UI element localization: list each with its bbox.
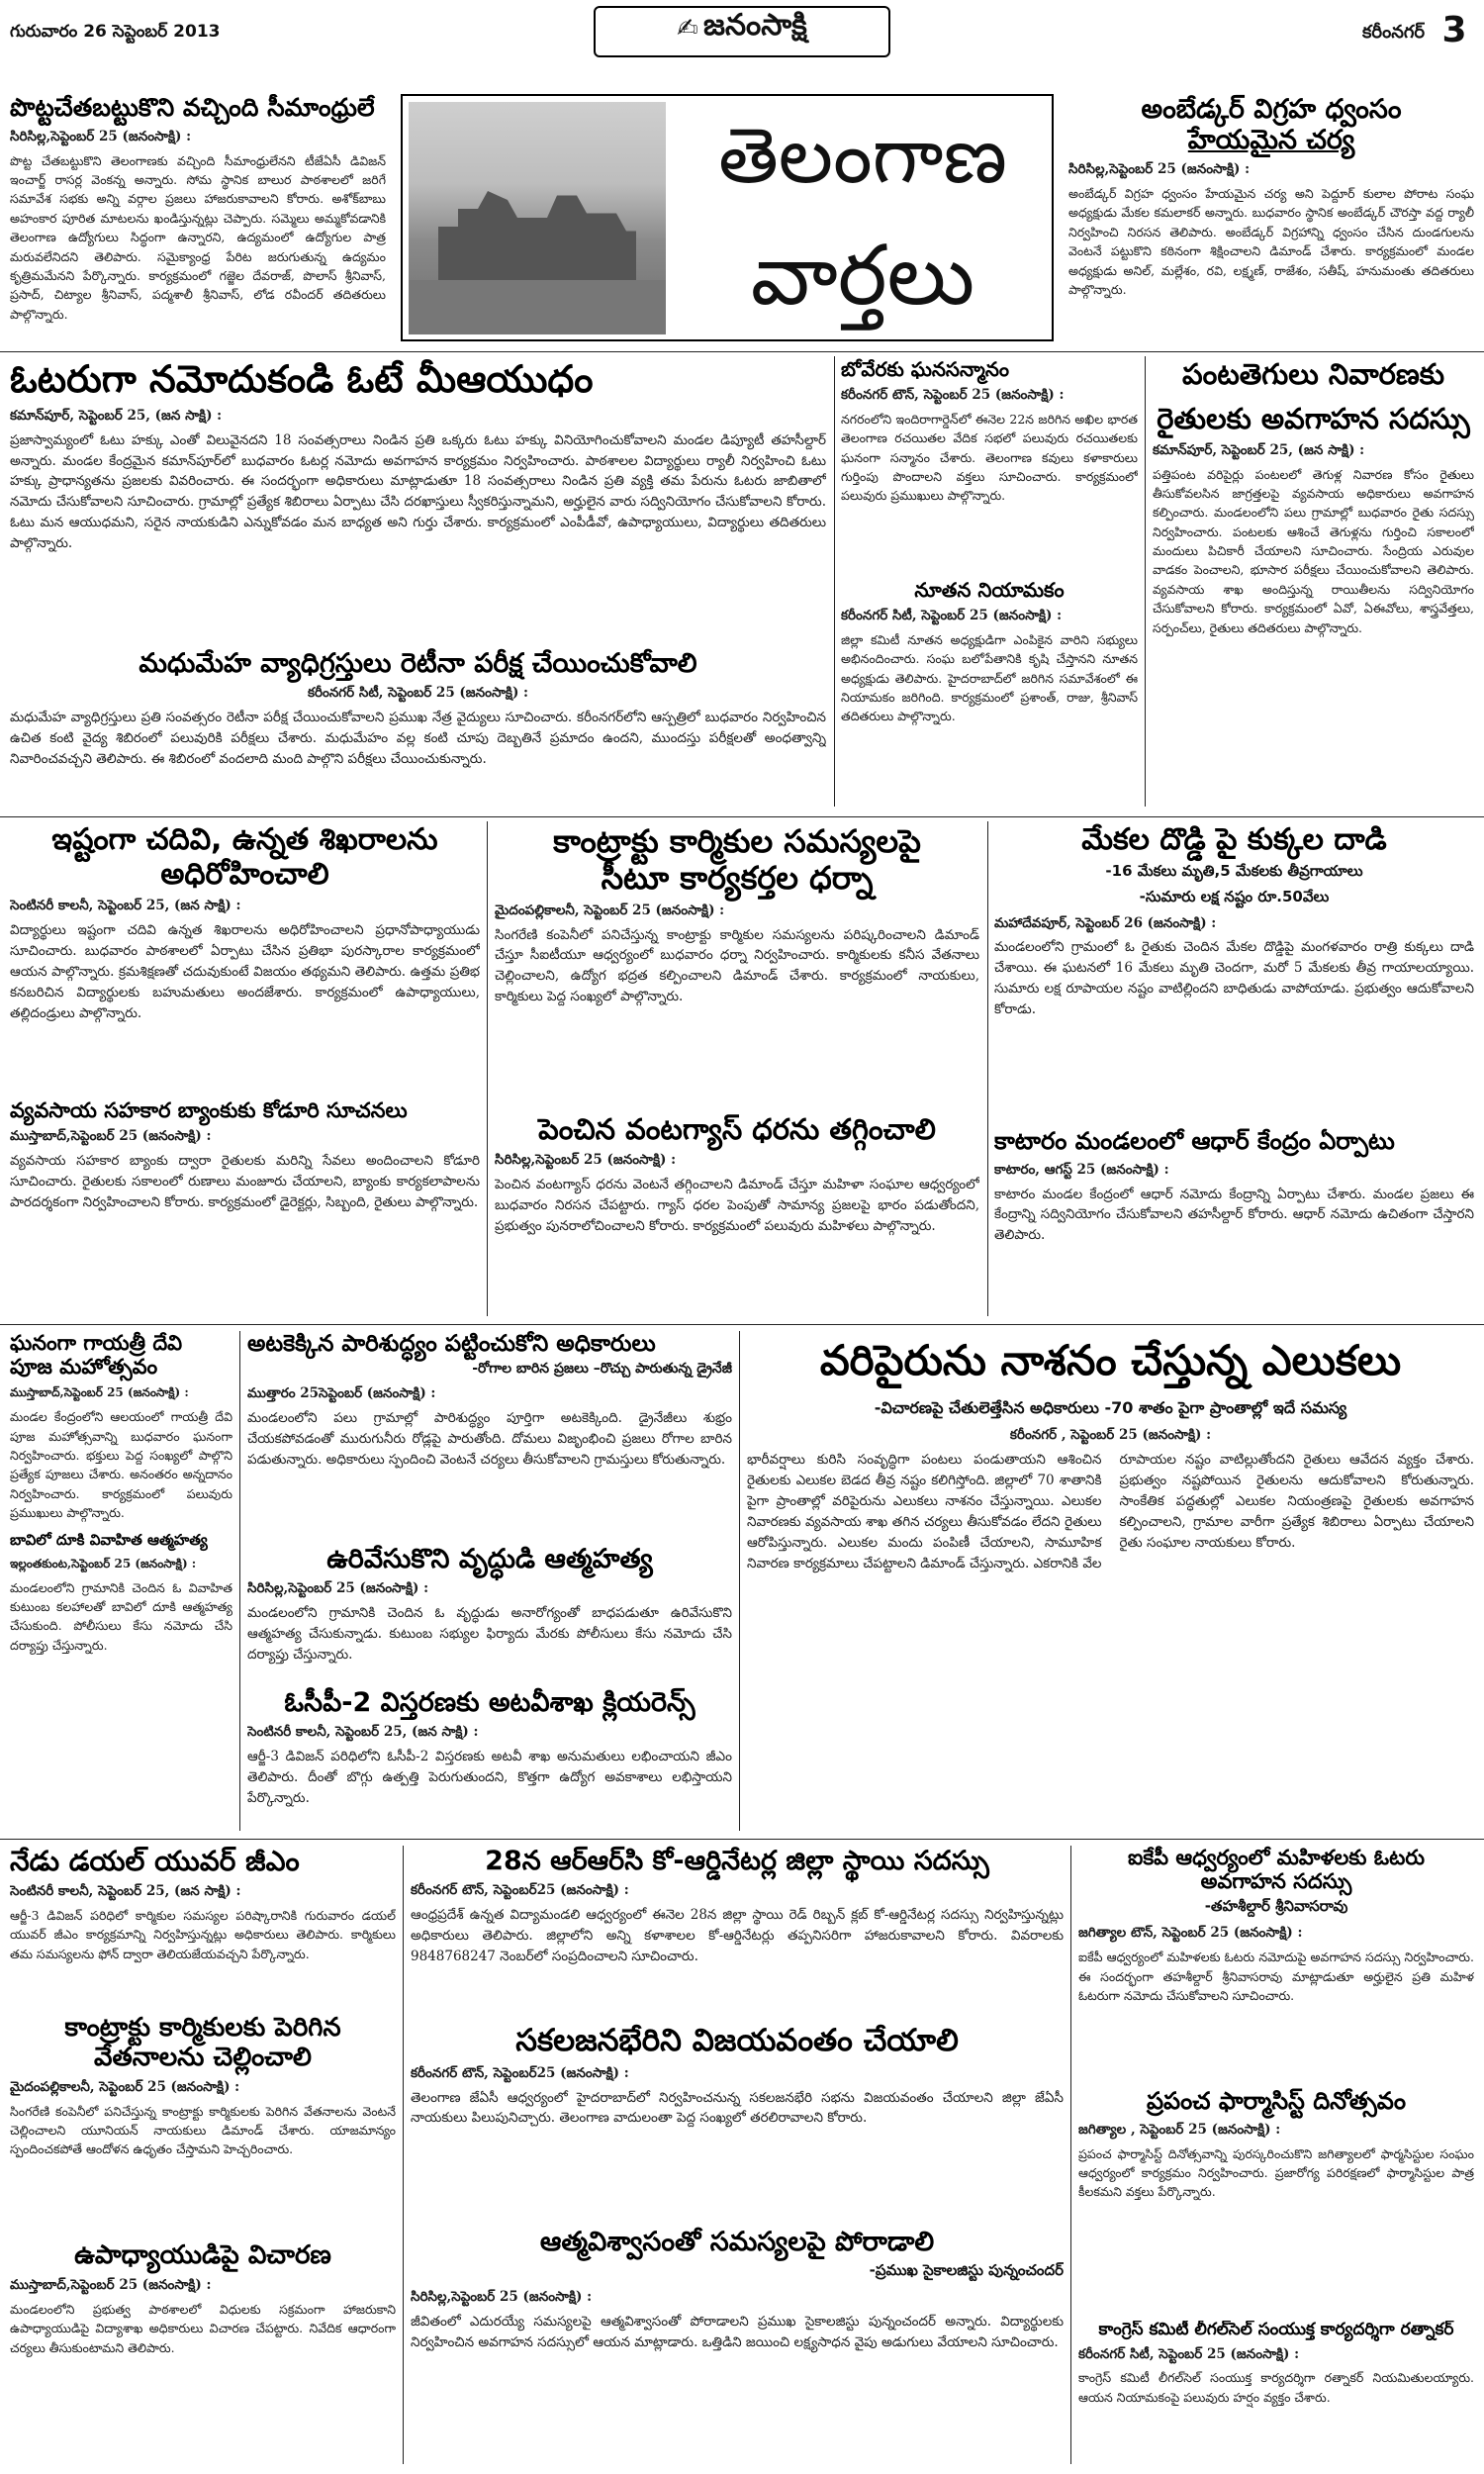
article-body: పొట్ట చేతబట్టుకొని తెలంగాణకు వచ్చింది సీమాంధ్రులేనని టీజేఏసీ డివిజన్ ఇంచార్జ్ రాసర్ల వెంకన్న అన్నారు. సోమ స్థానిక బాలుర పాఠశాలలో జరిగే సమావేశ సభకు అన్ని వర్గాల ప్రజలు హాజరుకావాలని కోరారు. అశోక్‌బాబు అహంకార పూరిత మాటలను ఖండిస్తున్నట్లు చెప్పారు. సమ్మెలు అమ్మకోవడానికి తెలంగాణ ఉద్యోగులు సిద్ధంగా ఉన్నారని, ఉద్యమంలో ఉద్యోగుల పాత్ర మరువలేనిదని తెలిపారు. సమైక్యాంధ్ర పేరిట జరుగుతున్న ఉద్యమం కృత్రిమమేనని పేర్కొన్నారు. కార్యక్రమంలో గజ్జెల దేవరాజ్, పొలాస్ శ్రీనివాస్, ప్రసాద్, చిట్యాల శ్రీనివాస్, పద్మశాలీ శ్రీనివాస్, లోడ రవీందర్ తదితరులు పాల్గొన్నారు.	[10, 152, 386, 322]
article-body: మండలంలోని గ్రామంలో ఓ రైతుకు చెందిన మేకల దొడ్డిపై మంగళవారం రాత్రి కుక్కలు దాడి చేశాయి. ఈ ఘటనలో 16 మేకలు మృతి చెందగా, మరో 5 మేకలకు తీవ్ర గాయాలయ్యాయి. సుమారు లక్ష రూపాయల నష్టం వాటిల్లిందని బాధితుడు వాపోయాడు. ప్రభుత్వం ఆదుకోవాలని కోరాడు.	[994, 939, 1474, 1018]
article-subtitle-2: -సుమారు లక్ష నష్టం రూ.50వేలు	[1139, 887, 1330, 905]
article-coop-bank	[10, 1098, 480, 1316]
article-body: కాంగ్రెస్ కమిటీ లీగల్‌సెల్ సంయుక్త కార్యదర్శిగా రత్నాకర్ నియమితులయ్యారు. ఆయన నియామకంపై పలువురు హర్షం వ్యక్తం చేశారు.	[1078, 2370, 1474, 2405]
dateline: జగిత్యాల టౌన్, సెప్టెంబర్ 25 (జనంసాక్షి) :	[1078, 1925, 1303, 1942]
article-title: నూతన నియామకం	[914, 579, 1065, 602]
article-body: ఆర్జీ-3 డివిజన్ పరిధిలో కార్మికుల సమస్యల పరిష్కారానికి గురువారం డయల్ యువర్ జీఎం కార్యక్రమాన్ని నిర్వహిస్తున్నట్లు అధికారులు తెలిపారు. కార్మికులు తమ సమస్యలను ఫోన్ ద్వారా తెలియజేయవచ్చని పేర్కొన్నారు.	[10, 1908, 396, 1961]
article-crop-disease	[1153, 358, 1474, 809]
masthead	[0, 0, 1484, 59]
article-title: ఓటరుగా నమోదుకండి ఓటే మీఆయుధం	[10, 358, 594, 401]
article-title-line2: అవగాహన సదస్సు	[1200, 1869, 1352, 1894]
article-title: మేకల దొడ్డి పై కుక్కల దాడి	[1081, 823, 1387, 857]
article-title-line2: పూజ మహోత్సవం	[10, 1355, 158, 1380]
article-title: పొట్టచేతబట్టుకొని వచ్చింది సీమాంధ్రులే	[10, 94, 375, 122]
article-title: ప్రపంచ ఫార్మాసిస్ట్ దినోత్సవం	[1146, 2088, 1407, 2115]
fort-ground-shape	[409, 280, 666, 334]
article-body: మండలంలోని పలు గ్రామాల్లో పారిశుద్ధ్యం పూర్తిగా అటకెక్కింది. డ్రైనేజీలు శుభ్రం చేయకపోవడంతో మురుగునీరు రోడ్లపై పారుతోంది. దోమలు విజృంభించి ప్రజలు రోగాల బారిన పడుతున్నారు. అధికారులు స్పందించి వెంటనే చర్యలు తీసుకోవాలని గ్రామస్తులు కోరుతున్నారు.	[247, 1410, 732, 1469]
masthead-paper-name: ✍ జనంసాక్షి	[594, 6, 890, 57]
article-pharmacist-day	[1078, 2088, 1474, 2316]
article-title: సకలజనభేరిని విజయవంతం చేయాలి	[515, 2024, 959, 2058]
masthead-edition: కరీంనగర్	[1362, 22, 1425, 43]
article-body: సింగరేణి కంపెనీలో పనిచేస్తున్న కాంట్రాక్టు కార్మికుల సమస్యలను పరిష్కరించాలని డిమాండ్ చేస్తూ సీఐటీయూ ఆధ్వర్యంలో బుధవారం ధర్నా నిర్వహించారు. కార్మికులకు కనీస వేతనాలు చెల్లించాలని, ఉద్యోగ భద్రత కల్పించాలని డిమాండ్ చేశారు. కార్యక్రమంలో నాయకులు, కార్మికులు పెద్ద సంఖ్యలో పాల్గొన్నారు.	[495, 926, 979, 1005]
dateline: సెంటినరీ కాలనీ, సెప్టెంబర్ 25, (జన సాక్షి) :	[10, 898, 241, 913]
article-title: అంబేడ్కర్ విగ్రహ ధ్వంసం	[1141, 94, 1402, 125]
article-ambedkar-statue	[1068, 94, 1474, 341]
article-sakala-jana-bheri	[411, 2024, 1064, 2222]
article-sanitation	[247, 1331, 732, 1539]
article-body: మధుమేహ వ్యాధిగ్రస్తులు ప్రతి సంవత్సరం రెటీనా పరీక్ష చేయించుకోవాలని ప్రముఖ నేత్ర వైద్యులు సూచించారు. కరీంనగర్‌లోని ఆస్పత్రిలో బుధవారం నిర్వహించిన ఉచిత కంటి వైద్య శిబిరంలో పలువురికి పరీక్షలు చేశారు. మధుమేహం వల్ల కంటి చూపు దెబ్బతినే ప్రమాదం ఉందని, ముందస్తు పరీక్షలతో అంధత్వాన్ని నివారించవచ్చని తెలిపారు. ఈ శిబిరంలో వందలాది మంది పాల్గొని పరీక్షలు చేయించుకున్నారు.	[10, 709, 826, 767]
divider	[0, 351, 1484, 352]
article-title: కాంట్రాక్టు కార్మికులకు పెరిగిన	[64, 2014, 341, 2043]
article-body: వ్యవసాయ సహకార బ్యాంకు ద్వారా రైతులకు మరిన్ని సేవలు అందించాలని కోడూరి సూచించారు. రైతులకు సకాలంలో రుణాలు మంజూరు చేయాలని, బ్యాంకు కార్యకలాపాలను పారదర్శకంగా నిర్వహించాలని కోరారు. కార్యక్రమంలో డైరెక్టర్లు, సిబ్బంది, రైతులు పాల్గొన్నారు.	[10, 1153, 480, 1210]
dateline: సెంటినరీ కాలనీ, సెప్టెంబర్ 25, (జన సాక్షి) :	[10, 1883, 241, 1900]
dateline: సెంటినరీ కాలనీ, సెప్టెంబర్ 25, (జన సాక్షి) :	[247, 1724, 479, 1741]
divider	[403, 1846, 404, 2464]
article-voter-registration	[10, 358, 826, 645]
article-body: భారీవర్షాలు కురిసి సంవృద్ధిగా పంటలు పండుతాయని ఆశించిన రైతులకు ఎలుకల బెడద తీవ్ర నష్టం కలిగిస్తోంది. జిల్లాలో 70 శాతానికి పైగా ప్రాంతాల్లో వరిపైరును ఎలుకలు నాశనం చేస్తున్నాయి. ఎలుకల నివారణకు వ్యవసాయ శాఖ తగిన చర్యలు తీసుకోవడం లేదని రైతులు ఆరోపిస్తున్నారు. ఎలుకల మందు పంపిణీ చేయాలని, సామూహిక నివారణ కార్యక్రమాలు చేపట్టాలని డిమాండ్ చేస్తున్నారు. ఎకరానికి వేల రూపాయల నష్టం వాటిల్లుతోందని రైతులు ఆవేదన వ్యక్తం చేశారు. ప్రభుత్వం నష్టపోయిన రైతులను ఆదుకోవాలని కోరుతున్నారు. సాంకేతిక పద్ధతుల్లో ఎలుకల నియంత్రణపై రైతులకు అవగాహన కల్పించాలని, గ్రామాల వారీగా ప్రత్యేక శిబిరాలు ఏర్పాటు చేయాలని రైతు సంఘాల నాయకులు కోరారు.	[747, 1452, 1474, 1571]
article-body: విద్యార్థులు ఇష్టంగా చదివి ఉన్నత శిఖరాలను అధిరోహించాలని ప్రధానోపాధ్యాయుడు సూచించారు. బుధవారం పాఠశాలలో ఏర్పాటు చేసిన ప్రతిభా పురస్కారాల కార్యక్రమంలో ఆయన పాల్గొన్నారు. క్రమశిక్షణతో చదువుకుంటే విజయం తథ్యమని తెలిపారు. ఉత్తమ ప్రతిభ కనబరిచిన విద్యార్థులకు బహుమతులు అందజేశారు. కార్యక్రమంలో ఉపాధ్యాయులు, తల్లిదండ్రులు పాల్గొన్నారు.	[10, 921, 480, 1021]
dateline: ఇల్లంతకుంట,సెప్టెంబర్ 25 (జనంసాక్షి) :	[10, 1556, 197, 1570]
article-teacher-inquiry	[10, 2241, 396, 2464]
dateline: ముస్తాబాద్,సెప్టెంబర్ 25 (జనంసాక్షి) :	[10, 1128, 212, 1145]
dateline: సిరిసిల్ల,సెప్టెంబర్ 25 (జనంసాక్షి) :	[411, 2289, 593, 2306]
divider	[0, 816, 1484, 817]
article-body: ప్రపంచ ఫార్మాసిస్ట్ దినోత్సవాన్ని పురస్కరించుకొని జగిత్యాలలో ఫార్మసిస్టుల సంఘం ఆధ్వర్యంలో కార్యక్రమం నిర్వహించారు. ప్రజారోగ్య పరిరక్షణలో ఫార్మాసిస్టుల పాత్ర కీలకమని వక్తలు పేర్కొన్నారు.	[1078, 2145, 1474, 2200]
article-ikp-voter-women	[1078, 1846, 1474, 2083]
article-self-confidence	[411, 2227, 1064, 2464]
article-title: ఆత్మవిశ్వాసంతో సమస్యలపై పోరాడాలి	[539, 2227, 935, 2257]
article-title: కాంగ్రెస్ కమిటీ లీగల్‌సెల్ సంయుక్త కార్యదర్శిగా రత్నాకర్	[1098, 2321, 1454, 2339]
article-body: ఆర్జీ-3 డివిజన్ పరిధిలోని ఓసీపీ-2 విస్తరణకు అటవీ శాఖ అనుమతులు లభించాయని జీఎం తెలిపారు. దీంతో బొగ్గు ఉత్పత్తి పెరుగుతుందని, కొత్తగా ఉద్యోగ అవకాశాలు లభిస్తాయని పేర్కొన్నారు.	[247, 1748, 732, 1806]
divider	[0, 1839, 1484, 1840]
dateline: సిరిసిల్ల,సెప్టెంబర్ 25 (జనంసాక్షి) :	[10, 128, 192, 144]
article-rrc-seminar	[411, 1846, 1064, 2019]
dateline: కరీంనగర్ టౌన్, సెప్టెంబర్25 (జనంసాక్షి) :	[411, 1882, 629, 1899]
dateline: కరీంనగర్ సిటీ, సెప్టెంబర్ 25 (జనంసాక్షి) :	[841, 608, 1063, 623]
article-title: పంటతెగులు నివారణకు	[1182, 358, 1444, 391]
article-gayatri-puja	[10, 1331, 232, 1752]
dateline: మైదంపల్లికాలనీ, సెప్టెంబర్ 25 (జనంసాక్షి) :	[10, 2078, 240, 2095]
article-title: మధుమేహ వ్యాధిగ్రస్తులు రెటీనా పరీక్ష చేయించుకోవాలి	[139, 648, 697, 679]
article-body: ఐకేపీ ఆధ్వర్యంలో మహిళలకు ఓటరు నమోదుపై అవగాహన సదస్సు నిర్వహించారు. ఈ సందర్భంగా తహశీల్దార్ శ్రీనివాసరావు మాట్లాడుతూ అర్హులైన ప్రతి మహిళ ఓటరుగా నమోదు చేసుకోవాలని సూచించారు.	[1078, 1950, 1474, 2003]
article-body-suicide-well: మండలంలోని గ్రామానికి చెందిన ఓ వివాహిత కుటుంబ కలహాలతో బావిలో దూకి ఆత్మహత్య చేసుకుంది. పోలీసులు కేసు నమోదు చేసి దర్యాప్తు చేస్తున్నారు.	[10, 1579, 232, 1653]
divider	[239, 1331, 240, 1831]
article-body: పత్తిపంట వరిపైర్లు పంటలలో తెగుళ్ల నివారణ కోసం రైతులు తీసుకోవలసిన జాగ్రత్తలపై వ్యవసాయ అధికారులు అవగాహన కల్పించారు. మండలంలోని పలు గ్రామాల్లో బుధవారం రైతు సదస్సు నిర్వహించారు. పంటలకు ఆశించే తెగుళ్లను గుర్తించి సకాలంలో మందులు పిచికారీ చేయాలని సూచించారు. సేంద్రియ ఎరువుల వాడకం పెంచాలని, భూసార పరీక్షలు చేయించుకోవాలని తెలిపారు. వ్యవసాయ శాఖ అందిస్తున్న రాయితీలను సద్వినియోగం చేసుకోవాలని కోరారు. కార్యక్రమంలో ఏవో, ఏఈవోలు, శాస్త్రవేత్తలు, సర్పంచ్‌లు, రైతులు తదితరులు పాల్గొన్నారు.	[1153, 466, 1474, 635]
article-title: అటకెక్కిన పారిశుద్ధ్యం పట్టించుకోని అధికారులు	[247, 1331, 656, 1357]
dateline: సిరిసిల్ల,సెప్టెంబర్ 25 (జనంసాక్షి) :	[495, 1152, 677, 1169]
article-title-line2: హేయమైన చర్య	[1187, 125, 1355, 156]
dateline: కరీంనగర్ సిటీ, సెప్టెంబర్ 25 (జనంసాక్షి) :	[1078, 2345, 1300, 2362]
article-legal-cell	[1078, 2321, 1474, 2464]
dateline: కాటారం, ఆగస్ట్ 25 (జనంసాక్షి) :	[994, 1161, 1169, 1178]
article-body: తెలంగాణ జేఏసీ ఆధ్వర్యంలో హైదరాబాద్‌లో నిర్వహించనున్న సకలజనభేరి సభను విజయవంతం చేయాలని జిల్లా జేఏసీ నాయకులు పిలుపునిచ్చారు. తెలంగాణ వాదులంతా పెద్ద సంఖ్యలో తరలిరావాలని కోరారు.	[411, 2089, 1064, 2127]
telangana-news-banner	[401, 94, 1054, 341]
divider	[834, 356, 835, 807]
article-title: ఉరివేసుకొని వృద్ధుడి ఆత్మహత్య	[326, 1544, 653, 1574]
article-title: బోవేరకు ఘనసన్మానం	[841, 358, 1010, 381]
dateline: మహాదేవపూర్, సెప్టెంబర్ 26 (జనంసాక్షి) :	[994, 914, 1217, 931]
article-title: ఐకేపీ ఆధ్వర్యంలో మహిళలకు ఓటరు	[1127, 1846, 1426, 1869]
article-title: కాంట్రాక్టు కార్మికుల సమస్యలపై	[553, 823, 921, 860]
page-number: 3	[1441, 10, 1467, 50]
article-title: ఇష్టంగా చదివి, ఉన్నత శిఖరాలను	[51, 823, 438, 857]
article-body: ఆంధ్రప్రదేశ్ ఉన్నత విద్యామండలి ఆధ్వర్యంలో ఈనెల 28న జిల్లా స్థాయి రెడ్ రిబ్బన్ క్లబ్ కో-ఆర్డినేటర్ల సదస్సు నిర్వహిస్తున్నట్లు అధికారులు తెలిపారు. జిల్లాలోని అన్ని కళాశాలల కో-ఆర్డినేటర్లు తప్పనిసరిగా హాజరుకావాలని కోరారు. వివరాలకు 9848768247 నెంబర్‌లో సంప్రదించాలని సూచించారు.	[411, 1906, 1064, 1964]
paper-logo-icon: ✍	[677, 14, 698, 44]
masthead-date: గురువారం 26 సెప్టెంబర్ 2013	[10, 22, 221, 42]
article-study-heights	[10, 823, 480, 1095]
dateline: మైదంపల్లికాలనీ, సెప్టెంబర్ 25 (జనంసాక్షి) :	[495, 902, 725, 918]
article-title-suicide-well: బావిలో దూకి వివాహిత ఆత్మహత్య	[10, 1531, 208, 1550]
article-seemandhra	[10, 94, 386, 341]
article-body: జీవితంలో ఎదురయ్యే సమస్యలపై ఆత్మవిశ్వాసంతో పోరాడాలని ప్రముఖ సైకాలజిస్టు పున్నంచందర్ అన్నారు. విద్యార్థులకు నిర్వహించిన అవగాహన సదస్సులో ఆయన మాట్లాడారు. ఒత్తిడిని జయించి లక్ష్యసాధన వైపు అడుగులు వేయాలని సూచించారు.	[411, 2313, 1064, 2350]
article-diabetes-retina	[10, 648, 826, 809]
article-ocp2-clearance	[247, 1687, 732, 1831]
article-title-line2: సీటూ కార్యకర్తల ధర్నా	[601, 858, 874, 897]
article-title: వరిపైరును నాశనం చేస్తున్న ఎలుకలు	[819, 1336, 1402, 1384]
dateline: కమాన్‌పూర్, సెప్టెంబర్ 25, (జన సాక్షి) :	[1153, 441, 1365, 458]
dateline: ముస్తాబాద్,సెప్టెంబర్ 25 (జనంసాక్షి) :	[10, 2276, 212, 2293]
article-contract-workers-dharna	[495, 823, 979, 1110]
article-title: నేడు డయల్ యువర్ జీఎం	[10, 1846, 300, 1877]
divider	[0, 1324, 1484, 1325]
article-title-line2: అధిరోహించాలి	[160, 856, 329, 892]
dateline: కరీంనగర్ , సెప్టెంబర్ 25 (జనంసాక్షి) :	[1009, 1427, 1212, 1444]
article-old-man-suicide	[247, 1544, 732, 1682]
article-dog-attack	[994, 823, 1474, 1125]
article-body: మండలంలోని గ్రామానికి చెందిన ఓ వృద్ధుడు అనారోగ్యంతో బాధపడుతూ ఉరివేసుకొని ఆత్మహత్య చేసుకున్నాడు. కుటుంబ సభ్యుల ఫిర్యాదు మేరకు పోలీసులు కేసు నమోదు చేసి దర్యాప్తు చేస్తున్నారు.	[247, 1604, 732, 1663]
divider	[1070, 1846, 1071, 2464]
dateline: సిరిసిల్ల,సెప్టెంబర్ 25 (జనంసాక్షి) :	[247, 1580, 429, 1597]
article-body: మండల కేంద్రంలోని ఆలయంలో గాయత్రీ దేవి పూజ మహోత్సవాన్ని బుధవారం ఘనంగా నిర్వహించారు. భక్తులు పెద్ద సంఖ్యలో పాల్గొని ప్రత్యేక పూజలు చేశారు. అనంతరం అన్నదానం నిర్వహించారు. కార్యక్రమంలో పలువురు ప్రముఖులు పాల్గొన్నారు.	[10, 1409, 232, 1521]
article-title: పెంచిన వంటగ్యాస్ ధరను తగ్గించాలి	[538, 1113, 936, 1146]
article-title: కాటారం మండలంలో ఆధార్ కేంద్రం ఏర్పాటు	[994, 1128, 1395, 1155]
article-subtitle: -రోగాల బారిన ప్రజలు –రొచ్చు పారుతున్న డ్రైనేజీ	[472, 1361, 732, 1378]
article-body: అంబేడ్కర్ విగ్రహ ధ్వంసం హేయమైన చర్య అని పెద్దూర్ కులాల పోరాట సంఘ అధ్యక్షుడు మేకల కమలాకర్ అన్నారు. బుధవారం స్థానిక అంబేడ్కర్ చౌరస్తా వద్ద ర్యాలీ నిర్వహించి నిరసన తెలిపారు. అంబేడ్కర్ విగ్రహాన్ని ధ్వంసం చేసిన దుండగులను వెంటనే పట్టుకొని కఠినంగా శిక్షించాలని డిమాండ్ చేశారు. కార్యక్రమంలో మండల అధ్యక్షుడు అనిల్, మల్లేశం, రవి, లక్ష్మణ్, రాజేశం, సతీష్, హనుమంతు తదితరులు పాల్గొన్నారు.	[1068, 186, 1474, 297]
dateline: సిరిసిల్ల,సెప్టెంబర్ 25 (జనంసాక్షి) :	[1068, 161, 1251, 178]
article-new-appointment	[841, 579, 1138, 807]
dateline: కరీంనగర్ టౌన్, సెప్టెంబర్ 25 (జనంసాక్షి) :	[841, 387, 1065, 403]
article-rats-paddy	[747, 1331, 1474, 1831]
article-felicitation	[841, 358, 1138, 576]
divider	[739, 1331, 740, 1831]
divider	[1145, 356, 1146, 807]
dateline: ముస్తాబాద్,సెప్టెంబర్ 25 (జనంసాక్షి) :	[10, 1385, 189, 1400]
divider	[987, 821, 988, 1316]
article-body: పెంచిన వంటగ్యాస్ ధరను వెంటనే తగ్గించాలని డిమాండ్ చేస్తూ మహిళా సంఘాల ఆధ్వర్యంలో బుధవారం నిరసన చేపట్టారు. గ్యాస్ ధరల పెంపుతో సామాన్య ప్రజలపై భారం పడుతోందని, ప్రభుత్వం పునరాలోచించాలని కోరారు. కార్యక్రమంలో పలువురు మహిళలు పాల్గొన్నారు.	[495, 1177, 979, 1235]
article-dial-your-gm	[10, 1846, 396, 2009]
article-subtitle: -16 మేకలు మృతి,5 మేకలకు తీవ్రగాయాలు	[1105, 861, 1363, 880]
dateline: కరీంనగర్ టౌన్, సెప్టెంబర్25 (జనంసాక్షి) :	[411, 2064, 629, 2081]
banner-title-line2: వార్తలు	[750, 227, 975, 324]
article-contract-wages	[10, 2014, 396, 2236]
article-aadhar-centre	[994, 1128, 1474, 1316]
fort-ruins-shape	[438, 191, 636, 280]
dateline: కరీంనగర్ సిటీ, సెప్టెంబర్ 25 (జనంసాక్షి) :	[307, 685, 529, 702]
article-body: మండలంలోని ప్రభుత్వ పాఠశాలలో విధులకు సక్రమంగా హాజరుకాని ఉపాధ్యాయుడిపై విద్యాశాఖ అధికారులు విచారణ చేపట్టారు. నివేదిక ఆధారంగా చర్యలు తీసుకుంటామని తెలిపారు.	[10, 2301, 396, 2355]
dateline: కమాన్‌పూర్, సెప్టెంబర్ 25, (జన సాక్షి) :	[10, 407, 223, 424]
article-subtitle: -విచారణపై చేతులెత్తేసిన అధికారులు -70 శాతం పైగా ప్రాంతాల్లో ఇదే సమస్య	[874, 1398, 1347, 1418]
article-body: సింగరేణి కంపెనీలో పనిచేస్తున్న కాంట్రాక్టు కార్మికులకు పెరిగిన వేతనాలను వెంటనే చెల్లించాలని యూనియన్ నాయకులు డిమాండ్ చేశారు. యాజమాన్యం స్పందించకపోతే ఆందోళన ఉధృతం చేస్తామని హెచ్చరించారు.	[10, 2103, 396, 2157]
dateline: జగిత్యాల , సెప్టెంబర్ 25 (జనంసాక్షి) :	[1078, 2121, 1281, 2138]
article-body: ప్రజాస్వామ్యంలో ఓటు హక్కు ఎంతో విలువైనదని 18 సంవత్సరాలు నిండిన ప్రతి ఒక్కరు ఓటు హక్కు వినియోగించుకోవాలని మండల డిప్యూటీ తహసీల్దార్ అన్నారు. మండల కేంద్రమైన కమాన్‌పూర్‌లో బుధవారం ఓటర్ల నమోదు అవగాహన కార్యక్రమం నిర్వహించారు. పాఠశాలల విద్యార్థులు ర్యాలీ నిర్వహించి ఓటు హక్కు ప్రాధాన్యతను ప్రజలకు వివరించారు. ఈ సందర్భంగా అధికారులు మాట్లాడుతూ 18 సంవత్సరాలు నిండిన ప్రతి వ్యక్తి తమ పేరును ఓటరు జాబితాలో నమోదు చేసుకోవాలని సూచించారు. గ్రామాల్లో ప్రత్యేక శిబిరాలు ఏర్పాటు చేసి దరఖాస్తులు స్వీకరిస్తున్నామని, అర్హులైన వారు సద్వినియోగం చేసుకోవాలని కోరారు. ఓటు మన ఆయుధమని, సరైన నాయకుడిని ఎన్నుకోవడం మన బాధ్యత అని గుర్తు చేశారు. కార్యక్రమంలో ఎంపీడీవో, ఉపాధ్యాయులు, విద్యార్థులు తదితరులు పాల్గొన్నారు.	[10, 431, 826, 552]
fort-photo	[409, 102, 666, 334]
article-title: ఉపాధ్యాయుడిపై విచారణ	[74, 2241, 331, 2270]
divider	[487, 821, 488, 1316]
article-subtitle: -తహశీల్దార్ శ్రీనివాసరావు	[1204, 1897, 1348, 1916]
article-title: ఘనంగా గాయత్రీ దేవి	[10, 1331, 183, 1355]
article-title: ఓసీపీ-2 విస్తరణకు అటవీశాఖ క్లియరెన్స్	[284, 1687, 696, 1718]
article-title-line2: వేతనాలను చెల్లించాలి	[94, 2042, 312, 2072]
article-gas-price	[495, 1113, 979, 1316]
banner-title-line1: తెలంగాణ	[718, 112, 1007, 201]
article-body: జిల్లా కమిటీ నూతన అధ్యక్షుడిగా ఎంపికైన వారిని సభ్యులు అభినందించారు. సంఘ బలోపేతానికి కృషి చేస్తానని నూతన అధ్యక్షుడు తెలిపారు. హైదరాబాద్‌లో జరిగిన సమావేశంలో ఈ నియామకం జరిగింది. కార్యక్రమంలో ప్రశాంత్, రాజు, శ్రీనివాస్ తదితరులు పాల్గొన్నారు.	[841, 631, 1138, 724]
article-body: నగరంలోని ఇందిరాగార్డెన్‌లో ఈనెల 22న జరిగిన అఖిల భారత తెలంగాణ రచయితల వేదిక సభలో పలువురు రచయితలకు ఘనంగా సన్మానం చేశారు. తెలంగాణ కవులు కళాకారులు గుర్తింపు పొందాలని వక్తలు సూచించారు. కార్యక్రమంలో పలువురు ప్రముఖులు పాల్గొన్నారు.	[841, 411, 1138, 504]
article-body: కాటారం మండల కేంద్రంలో ఆధార్ నమోదు కేంద్రాన్ని ఏర్పాటు చేశారు. మండల ప్రజలు ఈ కేంద్రాన్ని సద్వినియోగం చేసుకోవాలని తహసీల్దార్ కోరారు. ఆధార్ నమోదు ఉచితంగా చేస్తారని తెలిపారు.	[994, 1186, 1474, 1244]
article-title: 28న ఆర్ఆర్‌సి కో-ఆర్డినేటర్ల జిల్లా స్థాయి సదస్సు	[485, 1846, 989, 1876]
article-subtitle: -ప్రముఖ సైకాలజిస్టు పున్నంచందర్	[869, 2261, 1064, 2280]
article-title: వ్యవసాయ సహకార బ్యాంకుకు కోడూరి సూచనలు	[10, 1098, 408, 1122]
dateline: ముత్తారం 25సెప్టెంబర్ (జనంసాక్షి) :	[247, 1385, 436, 1402]
article-title-line2: రైతులకు అవగాహన సదస్సు	[1157, 402, 1470, 436]
